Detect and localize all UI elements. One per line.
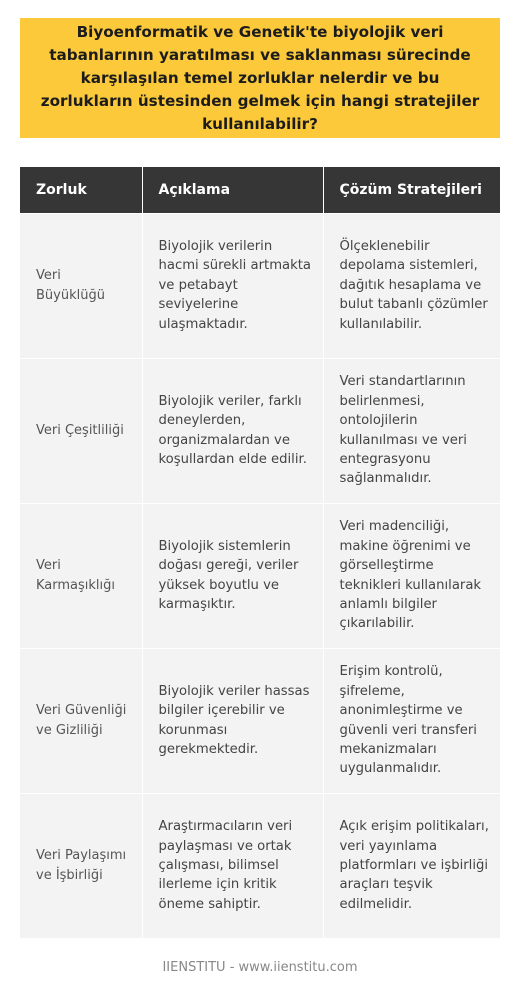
page-title: Biyoenformatik ve Genetik'te biyolojik veri tabanlarının yaratılması ve saklanması sürecinde karşılaşılan temel zorluklar nelerdir ve bu zorlukların üstesinden gelmek için hangi stratejiler kullanılabilir? xyxy=(40,22,480,133)
description-cell: Biyolojik verilerin hacmi sürekli artmakta ve petabayt seviyelerine ulaşmaktadır. xyxy=(142,213,323,358)
strategy-cell: Erişim kontrolü, şifreleme, anonimleştirme ve güvenli veri transferi mekanizmaları uygulanmalıdır. xyxy=(323,648,500,793)
description-cell: Biyolojik veriler, farklı deneylerden, organizmalardan ve koşullardan elde edilir. xyxy=(142,358,323,503)
challenge-cell: Veri Paylaşımı ve İşbirliği xyxy=(20,793,142,938)
description-cell: Araştırmacıların veri paylaşması ve ortak çalışması, bilimsel ilerleme için kritik öneme sahiptir. xyxy=(142,793,323,938)
table-row xyxy=(20,503,500,648)
description-cell: Biyolojik veriler hassas bilgiler içerebilir ve korunması gerekmektedir. xyxy=(142,648,323,793)
column-header-strategy: Çözüm Stratejileri xyxy=(323,167,500,213)
description-cell: Biyolojik sistemlerin doğası gereği, veriler yüksek boyutlu ve karmaşıktır. xyxy=(142,503,323,648)
challenges-table xyxy=(20,167,500,938)
column-header-challenge: Zorluk xyxy=(20,167,142,213)
strategy-cell: Veri standartlarının belirlenmesi, ontolojilerin kullanılması ve veri entegrasyonu sağlanmalıdır. xyxy=(323,358,500,503)
title-banner xyxy=(20,18,500,138)
challenge-cell: Veri Çeşitliliği xyxy=(20,358,142,503)
footer-credit: IIENSTITU - www.iienstitu.com xyxy=(162,960,358,975)
table-row xyxy=(20,213,500,358)
column-header-description: Açıklama xyxy=(142,167,323,213)
table-header-row xyxy=(20,167,500,213)
strategy-cell: Veri madenciliği, makine öğrenimi ve görselleştirme teknikleri kullanılarak anlamlı bilgiler çıkarılabilir. xyxy=(323,503,500,648)
strategy-cell: Açık erişim politikaları, veri yayınlama platformları ve işbirliği araçları teşvik edilmelidir. xyxy=(323,793,500,938)
table-row xyxy=(20,793,500,938)
table-row xyxy=(20,358,500,503)
challenge-cell: Veri Büyüklüğü xyxy=(20,213,142,358)
challenge-cell: Veri Karmaşıklığı xyxy=(20,503,142,648)
strategy-cell: Ölçeklenebilir depolama sistemleri, dağıtık hesaplama ve bulut tabanlı çözümler kullanılabilir. xyxy=(323,213,500,358)
table-row xyxy=(20,648,500,793)
challenge-cell: Veri Güvenliği ve Gizliliği xyxy=(20,648,142,793)
